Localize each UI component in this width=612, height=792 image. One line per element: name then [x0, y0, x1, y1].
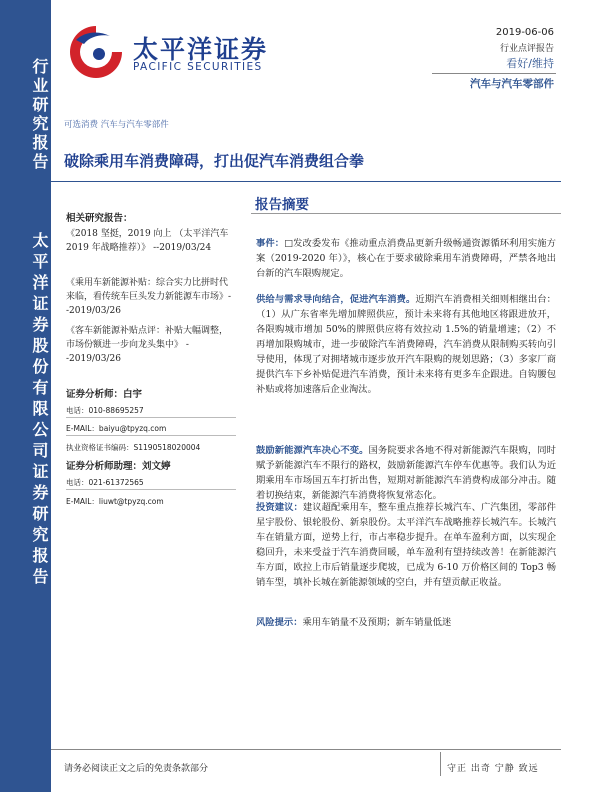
assistant-email: E-MAIL：liuwt@tpyzq.com [66, 497, 164, 506]
divider [66, 489, 236, 490]
summary-paragraph-supply-demand [256, 292, 556, 397]
related-report-item: 《客车新能源补贴点评：补贴大幅调整，市场份额进一步向龙头集中》 --2019/03/26 [66, 326, 229, 364]
paragraph-text: 国务院要求各地不得对新能源汽车限购，同时赋予新能源汽车不限行的路权，鼓励新能源汽车停车优惠等。我们认为近期乘用车市场国五车打折出售，短期对新能源汽车消费构成部分冲击。随着切换结束，新能源汽车消费将恢复常态化。 [256, 445, 556, 501]
report-date: 2019-06-06 [495, 27, 554, 38]
paragraph-text: 近期汽车消费相关细则相继出台：（1）从广东省率先增加牌照供应，预计未来将有其他地区将跟进放开，各限购城市增加 50%的牌照供应将有效拉动 1.5%的销量增速；（2）不再增加限购城市，进一步破除汽车消费障碍，汽车消费从限制购买转向引导使用，体现了对拥堵城市逐步放开汽车限购的规划思路；（3）多家厂商提供汽车下乡补贴促进汽车消费，预计未来将有更多车企跟进。自钩腰包补贴或将加速落后企业淘汰。 [256, 294, 556, 395]
related-report-item: 《2018 坚挺，2019 向上 （太平洋汽车 2019 年战略推荐）》 --2019/03/24 [66, 229, 229, 253]
paragraph-text: □发改委发布《推动重点消费品更新升级畅通资源循环利用实施方案（2019-2020 年）》，核心在于要求破除乘用车消费障碍，严禁各地出台新的汽车限购规定。 [256, 238, 556, 279]
summary-title: 报告摘要 [255, 197, 309, 213]
footer-disclaimer: 请务必阅读正文之后的免责条款部分 [64, 764, 209, 774]
header-divider [432, 73, 556, 74]
related-reports-heading: 相关研究报告： [66, 213, 133, 224]
summary-paragraph-risk [256, 615, 556, 630]
logo-name-cn: 太平洋证券 [133, 35, 269, 64]
analyst-phone: 电话：010-88695257 [66, 406, 144, 415]
paragraph-text: 乘用车销量不及预期；新车销量低迷 [302, 617, 452, 628]
footer-motto: 守正 出奇 宁静 致远 [447, 764, 539, 774]
page-title: 破除乘用车消费障碍，打出促汽车消费组合拳 [64, 152, 365, 170]
analyst-name: 证券分析师：白宇 [66, 389, 143, 400]
sidebar-bottom-label: 太平洋证券股份有限公司证券研究报告 [30, 232, 49, 589]
analyst-email: E-MAIL：baiyu@tpyzq.com [66, 424, 167, 433]
summary-paragraph-event [256, 236, 556, 281]
footer-divider [51, 749, 561, 750]
paragraph-keyword: 事件： [256, 238, 285, 249]
summary-paragraph-investment [256, 500, 556, 590]
analyst-license: 执业资格证书编码：S1190518020004 [66, 443, 201, 452]
summary-paragraph-nev [256, 443, 556, 503]
summary-divider [251, 213, 561, 214]
assistant-phone: 电话：021-61372565 [66, 478, 144, 487]
rating-label: 看好/维持 [506, 57, 554, 70]
paragraph-text: 建议超配乘用车，整车重点推荐长城汽车、广汽集团，零部件星宇股份、银轮股份、新泉股份。太平洋汽车战略推荐长城汽车。长城汽车在销量方面，逆势上行，市占率稳步提升。在单车盈利方面，以实现企稳回升，未来受益于汽车消费回暖，单车盈利有望持续改善！在新能源汽车方面，欧拉上市后销量逐步爬坡，已成为 6-10 万价格区间的 Top3 畅销车型，填补长城在新能源领域的空白，并有望贡献正收益。 [256, 502, 556, 588]
paragraph-keyword: 投资建议： [256, 502, 303, 513]
paragraph-keyword: 风险提示： [256, 617, 303, 628]
divider [66, 435, 236, 436]
sidebar-band [0, 0, 51, 792]
related-report-item: 《乘用车新能源补贴：综合实力比拼时代来临，看传统车巨头发力新能源车市场》--2019/03/26 [66, 278, 232, 316]
paragraph-keyword: 鼓励新能源汽车决心不变。 [256, 445, 369, 456]
assistant-name: 证券分析师助理：刘文婷 [66, 461, 171, 472]
paragraph-keyword: 供给与需求导向结合，促进汽车消费。 [256, 294, 416, 305]
title-divider [51, 181, 561, 182]
sidebar-top-label: 行业研究报告 [30, 58, 49, 172]
pacific-logo-icon [66, 22, 126, 78]
divider [66, 417, 236, 418]
breadcrumb: 可选消费 汽车与汽车零部件 [64, 120, 169, 130]
sector-label: 汽车与汽车零部件 [470, 78, 554, 90]
report-type: 行业点评报告 [499, 44, 554, 54]
logo-name-en: PACIFIC SECURITIES [133, 61, 263, 73]
footer-separator [440, 752, 441, 776]
